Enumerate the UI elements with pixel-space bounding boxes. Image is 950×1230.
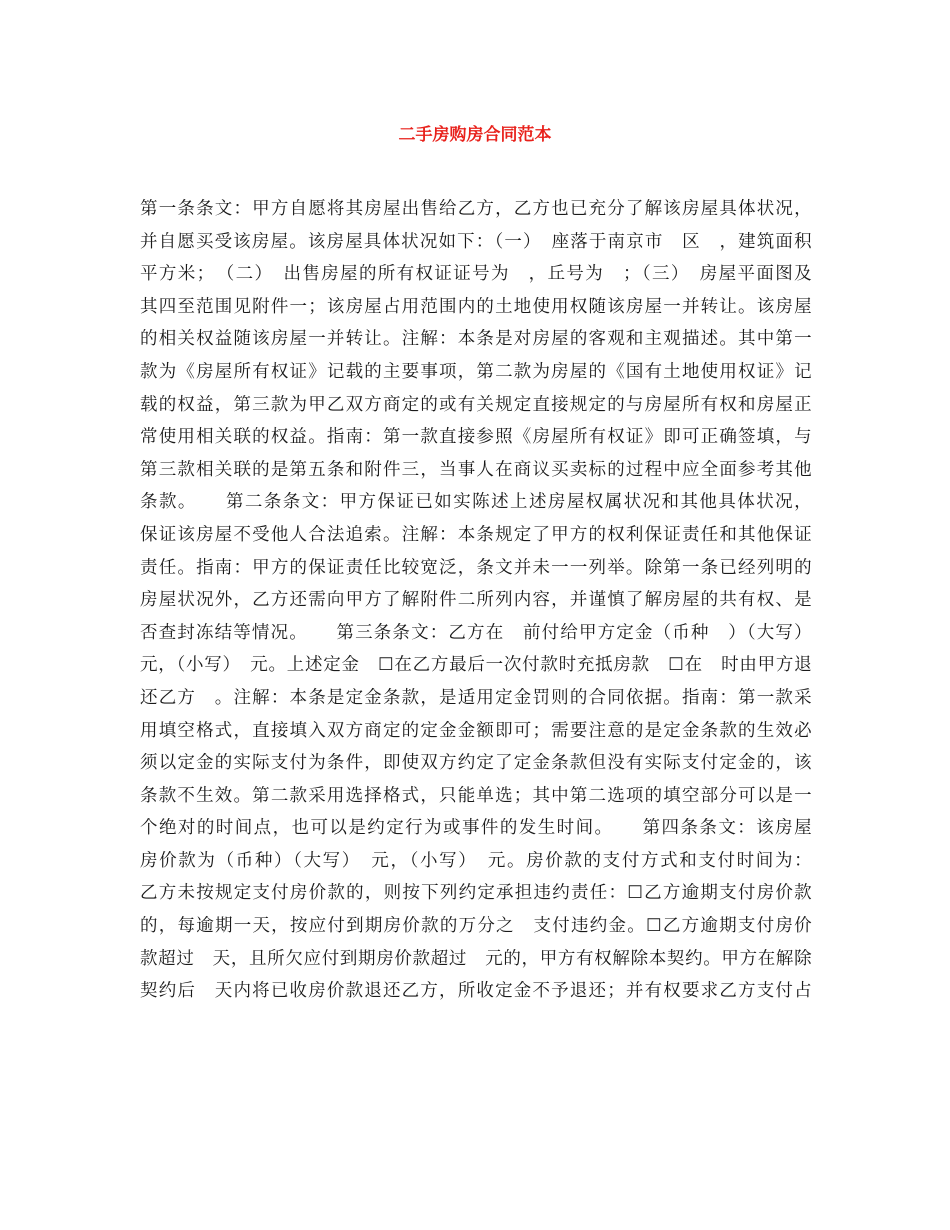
body-text-line: 房价款为（币种）（大写） 元，（小写） 元。房价款的支付方式和支付时间为： [140, 850, 812, 871]
body-text-line: 载的权益，第三款为甲乙双方商定的或有关规定直接规定的与房屋所有权和房屋正 [140, 394, 812, 415]
body-text-line: 的，每逾期一天，按应付到期房价款的万分之 支付违约金。☐乙方逾期支付房价 [140, 916, 812, 937]
body-text-line: 用填空格式，直接填入双方商定的定金金额即可；需要注意的是定金条款的生效必 [140, 720, 812, 741]
body-text-line: 的相关权益随该房屋一并转让。注解：本条是对房屋的客观和主观描述。其中第一 [140, 329, 812, 350]
document-title: 二手房购房合同范本 [398, 125, 552, 145]
body-text-line: 个绝对的时间点，也可以是约定行为或事件的发生时间。 第四条条文：该房屋 [140, 818, 812, 839]
body-text-line: 元，（小写） 元。上述定金 ☐在乙方最后一次付款时充抵房款 ☐在 时由甲方退 [140, 655, 812, 676]
body-text-line: 第一条条文：甲方自愿将其房屋出售给乙方，乙方也已充分了解该房屋具体状况， [140, 199, 812, 219]
body-text-line: 责任。指南：甲方的保证责任比较宽泛，条文并未一一列举。除第一条已经列明的 [140, 557, 812, 578]
body-text-line: 否查封冻结等情况。 第三条条文：乙方在 前付给甲方定金（币种 ）（大写） [140, 622, 812, 643]
document-body [140, 193, 812, 1008]
body-text-line: 须以定金的实际支付为条件，即使双方约定了定金条款但没有实际支付定金的，该 [140, 753, 812, 774]
body-text-line: 保证该房屋不受他人合法追索。注解：本条规定了甲方的权利保证责任和其他保证 [140, 524, 812, 545]
body-text-line: 条款。 第二条条文：甲方保证已如实陈述上述房屋权属状况和其他具体状况， [140, 492, 812, 513]
body-text-line: 常使用相关联的权益。指南：第一款直接参照《房屋所有权证》即可正确签填，与 [140, 427, 812, 448]
body-text-line: 第三款相关联的是第五条和附件三，当事人在商议买卖标的过程中应全面参考其他 [140, 459, 812, 480]
body-text-line: 还乙方 。注解：本条是定金条款，是适用定金罚则的合同依据。指南：第一款采 [140, 687, 812, 708]
body-text-line: 房屋状况外，乙方还需向甲方了解附件二所列内容，并谨慎了解房屋的共有权、是 [140, 590, 812, 611]
body-text-line: 契约后 天内将已收房价款退还乙方，所收定金不予退还；并有权要求乙方支付占 [140, 981, 812, 1002]
body-text-line: 乙方未按规定支付房价款的，则按下列约定承担违约责任：☐乙方逾期支付房价款 [140, 883, 812, 904]
body-text-line: 款为《房屋所有权证》记载的主要事项，第二款为房屋的《国有土地使用权证》记 [140, 361, 812, 382]
body-text-line: 条款不生效。第二款采用选择格式，只能单选；其中第二选项的填空部分可以是一 [140, 785, 812, 806]
body-text-line: 平方米； （二） 出售房屋的所有权证证号为 ，丘号为 ；（三） 房屋平面图及 [140, 264, 812, 285]
body-text-line: 款超过 天，且所欠应付到期房价款超过 元的，甲方有权解除本契约。甲方在解除 [140, 948, 812, 969]
body-text-line: 其四至范围见附件一；该房屋占用范围内的土地使用权随该房屋一并转让。该房屋 [140, 296, 812, 317]
body-text-line: 并自愿买受该房屋。该房屋具体状况如下：（一） 座落于南京市 区 ，建筑面积 [140, 231, 812, 252]
